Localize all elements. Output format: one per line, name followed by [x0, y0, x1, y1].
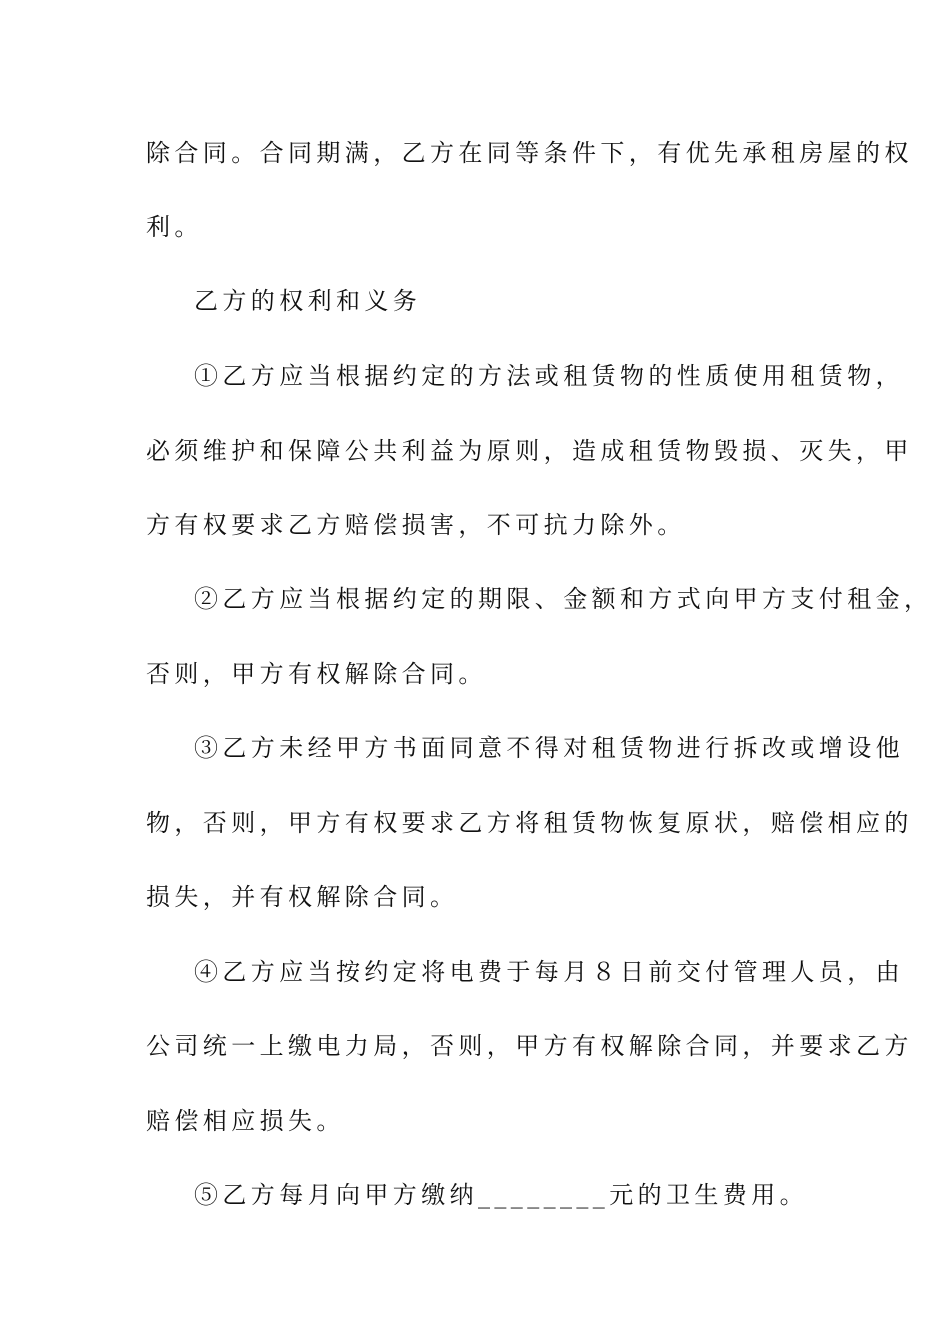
text-line-13: 公司统一上缴电力局，否则，甲方有权解除合同，并要求乙方 — [146, 1032, 913, 1060]
text-line-2: 利。 — [146, 213, 203, 241]
text-line-14: 赔偿相应损失。 — [146, 1107, 345, 1135]
text-line-4: ①乙方应当根据约定的方法或租赁物的性质使用租赁物， — [194, 362, 904, 390]
text-line-12: ④乙方应当按约定将电费于每月８日前交付管理人员，由 — [194, 958, 904, 986]
text-line-5: 必须维护和保障公共利益为原则，造成租赁物毁损、灭失，甲 — [146, 437, 913, 465]
section-heading: 乙方的权利和义务 — [194, 287, 422, 315]
text-line-10: 物，否则，甲方有权要求乙方将租赁物恢复原状，赔偿相应的 — [146, 809, 913, 837]
text-line-15: ⑤乙方每月向甲方缴纳________元的卫生费用。 — [194, 1181, 808, 1209]
text-line-1: 除合同。合同期满，乙方在同等条件下，有优先承租房屋的权 — [146, 139, 913, 167]
text-line-8: 否则，甲方有权解除合同。 — [146, 660, 487, 688]
text-line-9: ③乙方未经甲方书面同意不得对租赁物进行拆改或增设他 — [194, 734, 904, 762]
text-line-11: 损失，并有权解除合同。 — [146, 883, 459, 911]
text-line-6: 方有权要求乙方赔偿损害，不可抗力除外。 — [146, 511, 686, 539]
text-line-7: ②乙方应当根据约定的期限、金额和方式向甲方支付租金， — [194, 585, 933, 613]
